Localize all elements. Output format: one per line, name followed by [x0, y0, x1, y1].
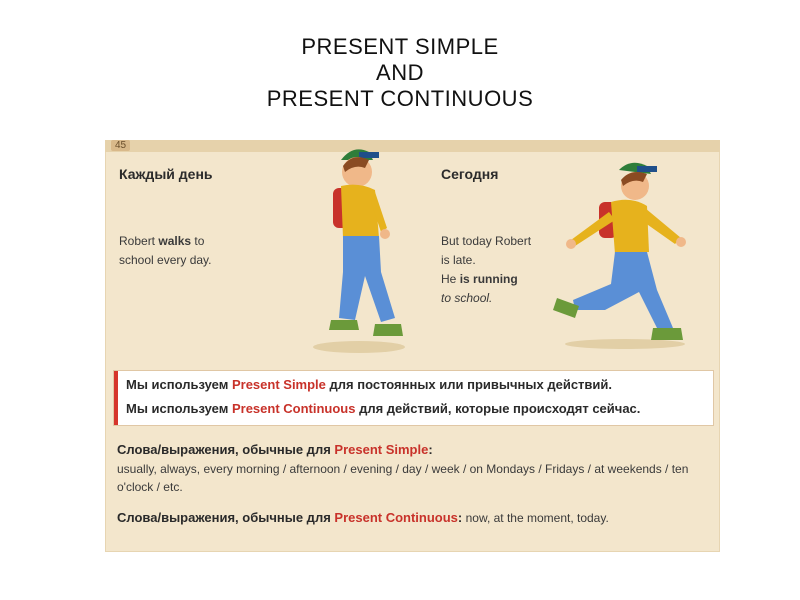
simple-title-term: Present Simple	[334, 442, 429, 457]
continuous-list: now, at the moment, today.	[462, 511, 609, 525]
heading-today: Сегодня	[441, 166, 499, 182]
page-number: 45	[111, 140, 130, 151]
continuous-term: Present Continuous	[334, 510, 458, 525]
caption-walks-part2: to	[191, 234, 205, 248]
rules-accent-bar	[114, 371, 118, 425]
caption-running-line2: is late.	[441, 253, 476, 267]
rules-box	[113, 370, 714, 426]
title-line-2: AND	[376, 60, 424, 85]
textbook-page-image	[105, 140, 720, 552]
rule2-suffix: для действий, которые происходят сейчас.	[355, 401, 641, 416]
heading-every-day: Каждый день	[119, 166, 213, 182]
caption-walks-part3: school every day.	[119, 253, 212, 267]
simple-title-prefix: Слова/выражения, обычные для	[117, 442, 335, 457]
caption-running-line1: But today Robert	[441, 234, 532, 248]
caption-running	[441, 232, 531, 308]
rule1-suffix: для постоянных или привычных действий.	[325, 377, 613, 392]
slide-title	[0, 34, 800, 112]
simple-expressions-list: usually, always, every morning / afternoon / evening / day / week / on Mondays / Fridays / at weekends / ten o'clock / etc.	[117, 462, 689, 494]
rule2-term: Present Continuous	[231, 401, 356, 416]
walking-boy-illustration	[303, 142, 413, 354]
continuous-colon: :	[457, 510, 463, 525]
caption-running-line4: to school.	[441, 291, 493, 305]
running-boy-illustration	[535, 160, 695, 350]
caption-walks	[119, 232, 212, 270]
rule1-term: Present Simple	[231, 377, 326, 392]
title-line-1: PRESENT SIMPLE	[301, 34, 499, 59]
rule2-prefix: Мы используем	[126, 401, 232, 416]
caption-walks-verb: walks	[158, 234, 192, 248]
caption-running-line3a: He	[441, 272, 460, 286]
rule1-prefix: Мы используем	[126, 377, 232, 392]
simple-title-suffix: :	[428, 442, 433, 457]
rule-present-continuous	[126, 401, 640, 416]
simple-expressions-title	[117, 442, 433, 457]
title-line-3: PRESENT CONTINUOUS	[266, 86, 534, 111]
caption-walks-part1: Robert	[119, 234, 159, 248]
caption-running-verb: is running	[459, 272, 518, 286]
continuous-prefix: Слова/выражения, обычные для	[117, 510, 335, 525]
rule-present-simple	[126, 377, 612, 392]
continuous-expressions	[117, 510, 609, 525]
